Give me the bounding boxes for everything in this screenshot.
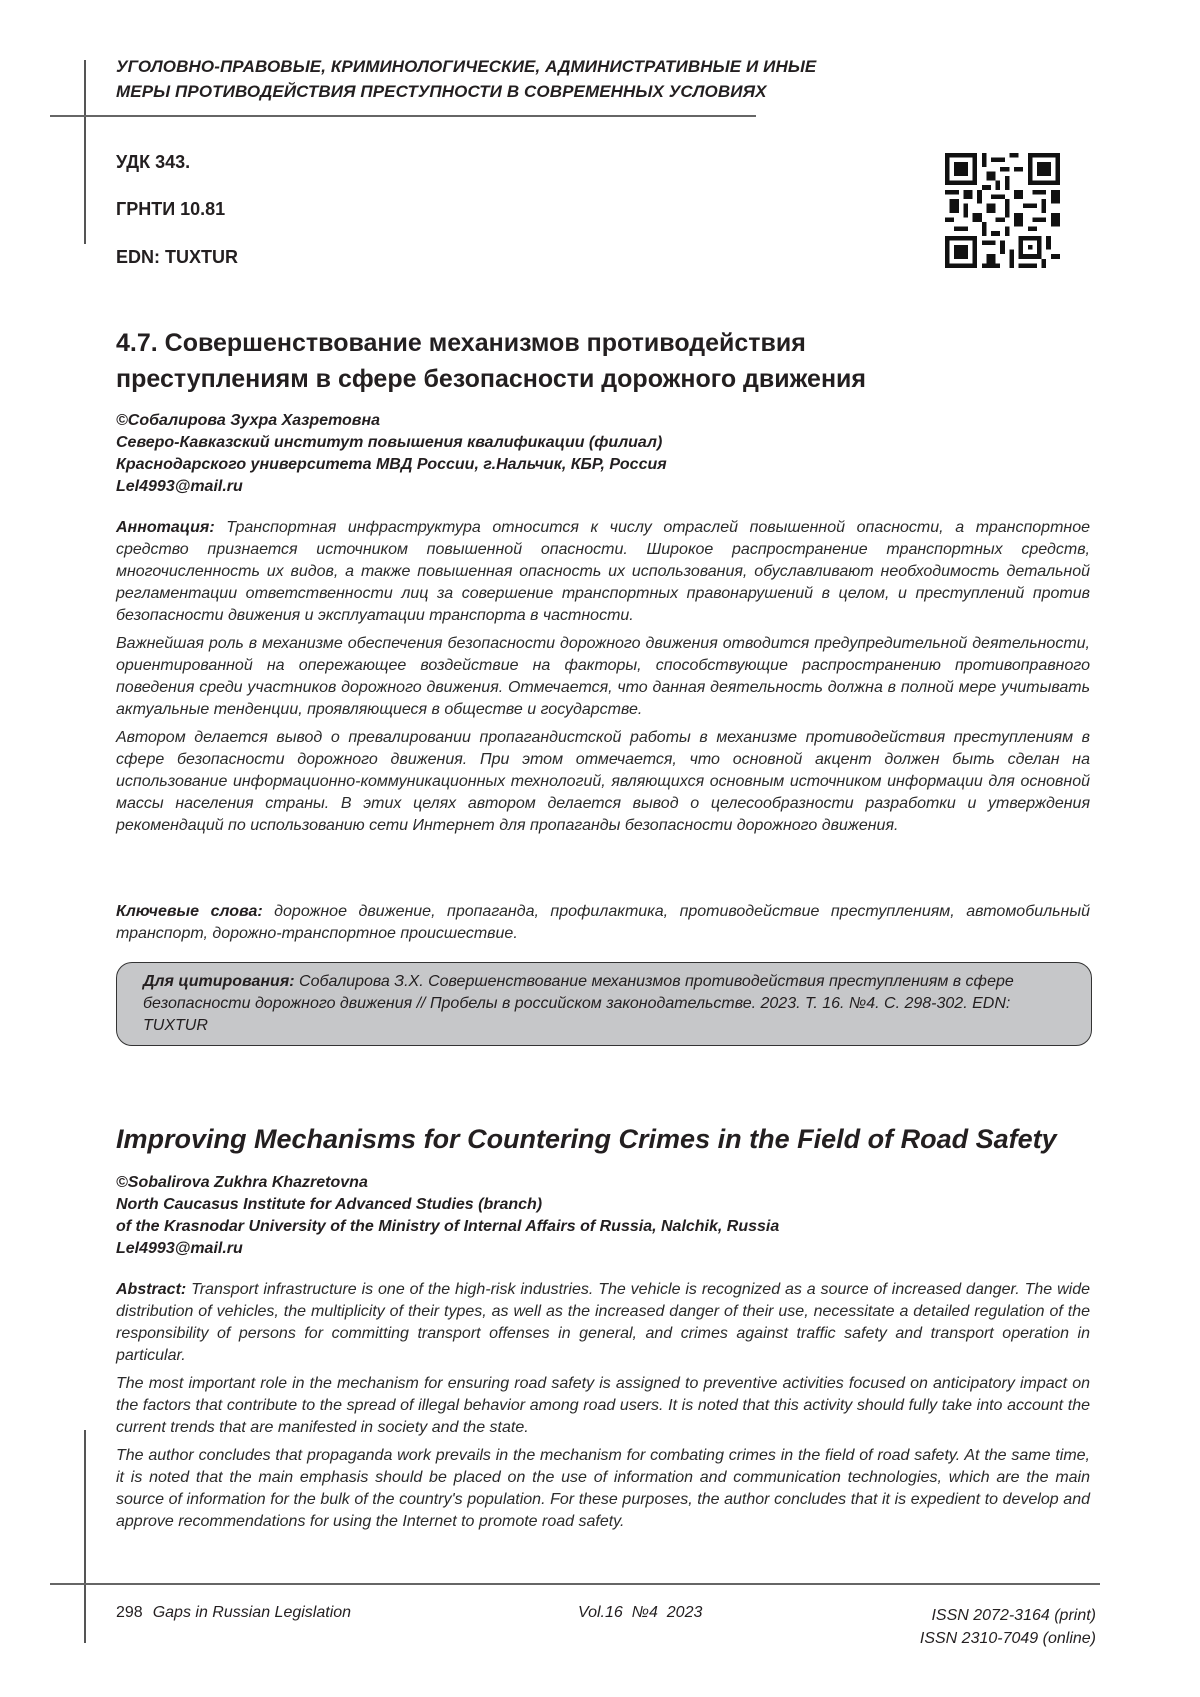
- abstract-en-paragraph-3: The author concludes that propaganda work prevails in the mechanism for combating crimes in the field of road safety. At the same time, it is noted that the main emphasis should be placed on the use of information and communication technologies, which are the main source of information for the bulk of the country's population. For these purposes, the author concludes that it is expedient to develop and approve recommendations for using the Internet to promote road safety.: [116, 1447, 1090, 1530]
- affiliation-ru-line-2: Краснодарского университета МВД России, г.Нальчик, КБР, Россия: [116, 456, 667, 473]
- keywords-ru-text: дорожное движение, пропаганда, профилактика, противодействие преступлениям, автомобильный транспорт, дорожно-транспортное происшествие.: [116, 903, 1090, 942]
- volume-issue: Vol.16 №4 2023: [578, 1604, 703, 1621]
- author-name-en: ©Sobalirova Zukhra Khazretovna: [116, 1174, 368, 1191]
- header-horizontal-rule: [50, 115, 756, 117]
- abstract-ru-paragraph-1: Аннотация: Транспортная инфраструктура относится к числу отраслей повышенной опасности, а транспортное средство признается источником повышенной опасности. Широкое распространение транспортных средств, многочисленность их видов, а также повышенная опасность их использования, обуславливают необходимость детальной регламентации ответственности лиц за совершение транспортных правонарушений в целом, и преступлений против безопасности движения и эксплуатации транспорта в частности.: [116, 519, 1090, 624]
- article-title-ru-line-2: преступлениям в сфере безопасности дорожного движения: [116, 365, 866, 393]
- abstract-en-label: Abstract:: [116, 1281, 187, 1298]
- footer-left: [116, 1604, 351, 1622]
- abstract-ru-label: Аннотация:: [116, 519, 215, 536]
- journal-name: Gaps in Russian Legislation: [152, 1604, 352, 1621]
- author-block-ru: [116, 410, 1016, 498]
- issn-block: [920, 1604, 1096, 1650]
- abstract-ru-paragraph-3: Автором делается вывод о превалировании пропагандистской работы в механизме противодействия преступлениям в сфере безопасности дорожного движения. При этом отмечается, что основной акцент должен быть сделан на использование информационно-коммуникационных технологий, являющихся основным источником информации для основной массы населения страны. В этих целях автором делается вывод о целесообразности разработки и утверждения рекомендаций по использованию сети Интернет для пропаганды безопасности дорожного движения.: [116, 729, 1090, 834]
- author-email-en[interactable]: Lel4993@mail.ru: [116, 1240, 243, 1257]
- affiliation-ru-line-1: Северо-Кавказский институт повышения квалификации (филиал): [116, 434, 663, 451]
- running-head-line-2: МЕРЫ ПРОТИВОДЕЙСТВИЯ ПРЕСТУПНОСТИ В СОВРЕМЕННЫХ УСЛОВИЯХ: [116, 82, 767, 101]
- edn-code: EDN: TUXTUR: [116, 247, 238, 267]
- running-head: [116, 54, 876, 104]
- keywords-ru: [116, 901, 1090, 945]
- author-block-en: [116, 1172, 1016, 1260]
- keywords-ru-label: Ключевые слова:: [116, 903, 263, 920]
- article-title-en: Improving Mechanisms for Countering Crimes in the Field of Road Safety: [116, 1124, 1057, 1154]
- running-head-line-1: УГОЛОВНО-ПРАВОВЫЕ, КРИМИНОЛОГИЧЕСКИЕ, АДМИНИСТРАТИВНЫЕ И ИНЫЕ: [116, 57, 817, 76]
- footer-horizontal-rule: [50, 1583, 1100, 1585]
- abstract-ru: [116, 517, 1090, 843]
- article-title-ru-line-1: 4.7. Совершенствование механизмов противодействия: [116, 329, 806, 357]
- abstract-ru-paragraph-2: Важнейшая роль в механизме обеспечения безопасности дорожного движения отводится предупредительной деятельности, ориентированной на опережающее воздействие на факторы, способствующие распространению противоправного поведения среди участников дорожного движения. Отмечается, что данная деятельность должна в полной мере учитывать актуальные тенденции, проявляющиеся в обществе и государстве.: [116, 635, 1090, 718]
- abstract-en: [116, 1279, 1090, 1539]
- abstract-en-paragraph-2: The most important role in the mechanism for ensuring road safety is assigned to preventive activities focused on anticipatory impact on the factors that contribute to the spread of illegal behavior among road users. It is noted that this activity should fully take into account the current trends that are manifested in society and the state.: [116, 1375, 1090, 1436]
- affiliation-en-line-1: North Caucasus Institute for Advanced Studies (branch): [116, 1196, 543, 1213]
- issn-online: ISSN 2310-7049 (online): [919, 1630, 1096, 1647]
- issn-print: ISSN 2072-3164 (print): [931, 1607, 1096, 1624]
- citation-label: Для цитирования:: [143, 973, 295, 990]
- citation-text: Собалирова З.Х. Совершенствование механизмов противодействия преступлениям в сфере безопасности дорожного движения // Пробелы в российском законодательстве. 2023. Т. 16. №4. С. 298-302. EDN: TUXTUR: [143, 973, 1014, 1034]
- qr-code-icon[interactable]: [945, 153, 1060, 268]
- citation-box: [116, 962, 1092, 1046]
- grnti-code: ГРНТИ 10.81: [116, 199, 226, 219]
- udk-code: УДК 343.: [116, 152, 191, 172]
- article-title-ru: [116, 325, 996, 397]
- affiliation-en-line-2: of the Krasnodar University of the Ministry of Internal Affairs of Russia, Nalchik, Russia: [116, 1218, 780, 1235]
- author-email-ru[interactable]: Lel4993@mail.ru: [116, 478, 243, 495]
- footer-vertical-rule: [84, 1430, 86, 1643]
- header-vertical-rule: [84, 60, 86, 244]
- author-name-ru: ©Собалирова Зухра Хазретовна: [116, 412, 380, 429]
- abstract-en-paragraph-1: Abstract: Transport infrastructure is one of the high-risk industries. The vehicle is recognized as a source of increased danger. The wide distribution of vehicles, the multiplicity of their types, as well as the increased danger of their use, necessitate a detailed regulation of the responsibility of persons for committing transport offenses in general, and crimes against traffic safety and transport operation in particular.: [116, 1281, 1090, 1364]
- page-number: 298: [116, 1604, 143, 1621]
